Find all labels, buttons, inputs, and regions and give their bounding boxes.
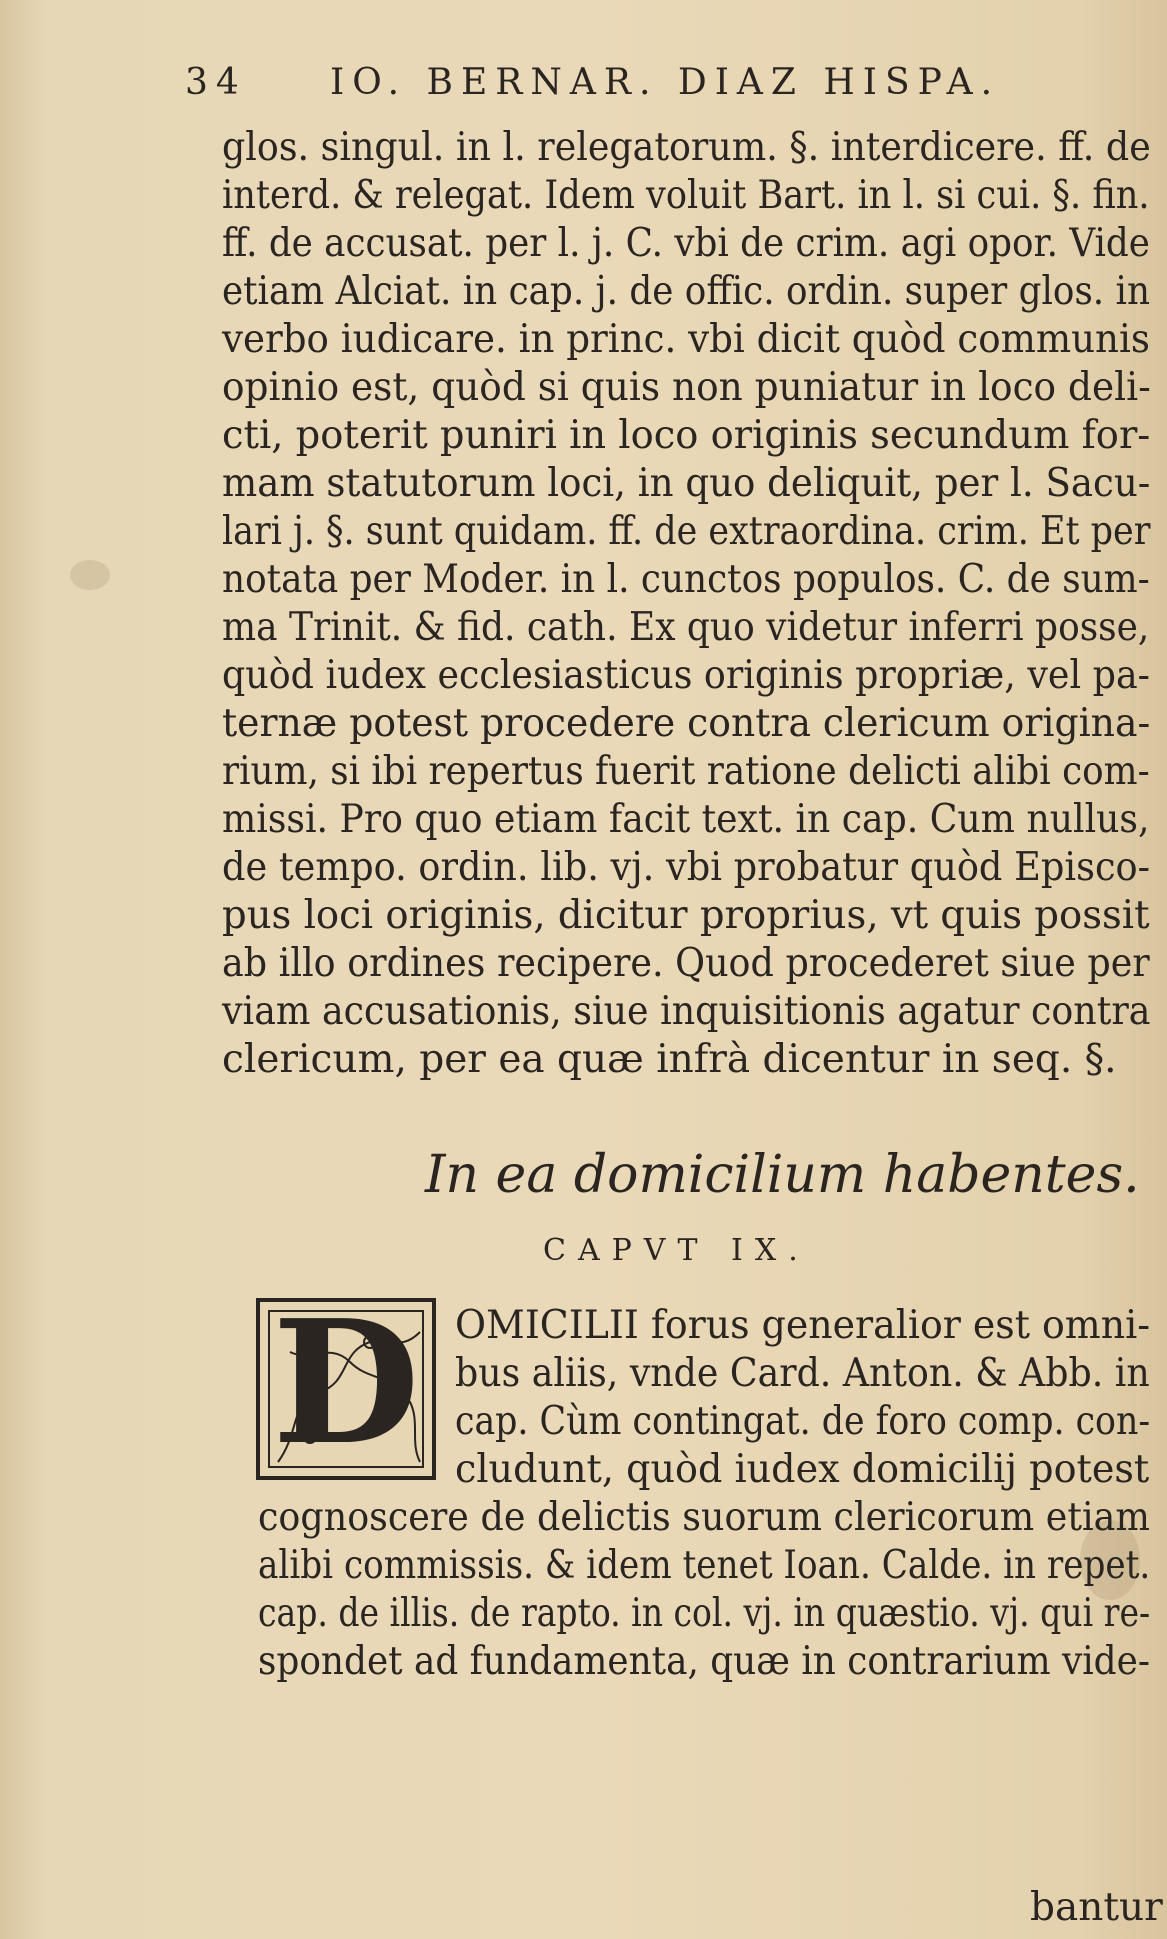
text-line: etiam Alciat. in cap. j. de offic. ordin. super glos. in bbox=[222, 269, 1151, 314]
text-line: mam statutorum loci, in quo deliquit, per l. Sacu- bbox=[222, 461, 1151, 506]
section-heading: In ea domicilium habentes. bbox=[425, 1145, 1140, 1205]
text-line: pus loci originis, dicitur proprius, vt quis possit bbox=[222, 893, 1150, 938]
text-line: rium, si ibi repertus fuerit ratione delicti alibi com- bbox=[222, 749, 1150, 794]
text-line: bus aliis, vnde Card. Anton. & Abb. in bbox=[455, 1351, 1150, 1396]
initial-letter: D bbox=[272, 1310, 420, 1468]
text-line: viam accusationis, siue inquisitionis agatur contra bbox=[222, 989, 1151, 1034]
text-line: verbo iudicare. in princ. vbi dicit quòd communis bbox=[222, 317, 1150, 362]
text-line: cludunt, quòd iudex domicilij potest bbox=[455, 1447, 1150, 1492]
text-line: cap. Cùm contingat. de foro comp. con- bbox=[455, 1399, 1151, 1444]
text-line: de tempo. ordin. lib. vj. vbi probatur quòd Episco- bbox=[222, 845, 1151, 890]
chapter-label: CAPVT IX. bbox=[543, 1233, 810, 1268]
text-line: spondet ad fundamenta, quæ in contrarium vide- bbox=[258, 1639, 1150, 1684]
text-line: ab illo ordines recipere. Quod procederet siue per bbox=[222, 941, 1150, 986]
text-line: opinio est, quòd si quis non puniatur in loco deli- bbox=[222, 365, 1151, 410]
text-line: missi. Pro quo etiam facit text. in cap. Cum nullus, bbox=[222, 797, 1150, 842]
text-line: cognoscere de delictis suorum clericorum etiam bbox=[258, 1495, 1150, 1540]
text-line: cap. de illis. de rapto. in col. vj. in quæstio. vj. qui re- bbox=[258, 1591, 1151, 1636]
text-line: lari j. §. sunt quidam. ff. de extraordina. crim. Et per bbox=[222, 509, 1151, 554]
text-line: interd. & relegat. Idem voluit Bart. in l. si cui. §. fin. bbox=[222, 173, 1150, 218]
page-header bbox=[185, 62, 1001, 112]
text-line: quòd iudex ecclesiasticus originis propriæ, vel pa- bbox=[222, 653, 1150, 698]
text-line: cti, poterit puniri in loco originis secundum for- bbox=[222, 413, 1151, 458]
text-line: glos. singul. in l. relegatorum. §. interdicere. ff. de bbox=[222, 125, 1151, 170]
catchword: bantur bbox=[1030, 1885, 1163, 1930]
text-line: OMICILII forus generalior est omni- bbox=[455, 1303, 1150, 1348]
text-line: ternæ potest procedere contra clericum origina- bbox=[222, 701, 1151, 746]
running-title: IO. BERNAR. DIAZ HISPA. bbox=[330, 62, 1001, 103]
text-line: notata per Moder. in l. cunctos populos. C. de sum- bbox=[222, 557, 1150, 602]
text-line: clericum, per ea quæ infrà dicentur in seq. §. bbox=[222, 1037, 1117, 1082]
text-line: alibi commissis. & idem tenet Ioan. Calde. in repet. bbox=[258, 1543, 1151, 1588]
paper-stain bbox=[70, 560, 110, 590]
page-number: 34 bbox=[185, 62, 247, 103]
decorated-initial bbox=[256, 1298, 436, 1480]
text-line: ma Trinit. & fid. cath. Ex quo videtur inferri posse, bbox=[222, 605, 1150, 650]
text-line: ff. de accusat. per l. j. C. vbi de crim. agi opor. Vide bbox=[222, 221, 1150, 266]
